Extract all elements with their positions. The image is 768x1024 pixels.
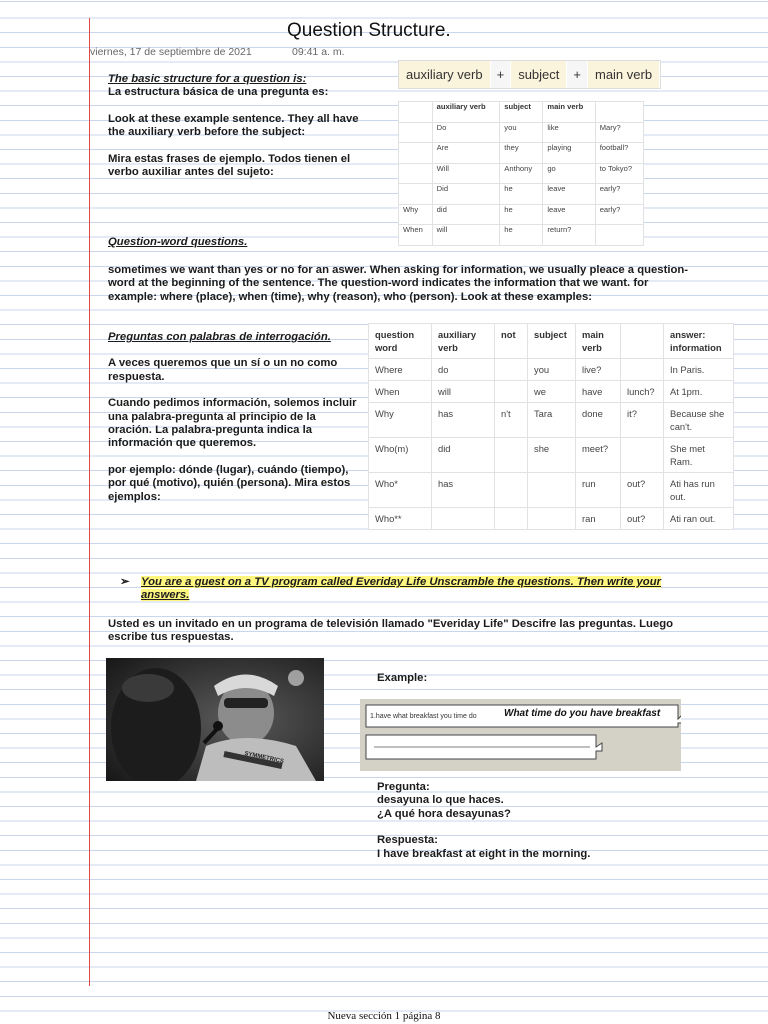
table-header-row (369, 324, 734, 359)
table-cell: Because she can't. (664, 403, 734, 438)
table-cell: subject (500, 102, 543, 123)
table-cell: we (528, 381, 576, 403)
table-cell (399, 102, 433, 123)
example-label: Example: (377, 672, 428, 684)
table-cell (528, 473, 576, 508)
table-cell: has (432, 403, 495, 438)
structure-formula (398, 60, 661, 89)
pregunta-block (377, 781, 707, 861)
intro-block (108, 73, 378, 179)
formula-plus: + (491, 61, 512, 88)
pregunta-label: Pregunta: (377, 781, 430, 793)
table-cell: it? (621, 403, 664, 438)
table-cell: you (500, 122, 543, 143)
table-cell: auxiliary verb (432, 102, 500, 123)
table-header-row (399, 102, 644, 123)
table-row (399, 122, 644, 143)
intro-line: Mira estas frases de ejemplo. Todos tienen el (108, 152, 351, 165)
table-cell: early? (595, 204, 643, 225)
table-row (399, 163, 644, 184)
preguntas-paragraph: Cuando pedimos información, solemos incluir una palabra-pregunta al principio de la oración. La palabra-pregunta indica la información que queremos. (108, 397, 357, 450)
task-instruction-text: You are a guest on a TV program called Everiday Life Unscramble the questions. Then write your answers. (141, 576, 661, 602)
formula-part: main verb (588, 61, 660, 88)
table-cell: Mary? (595, 122, 643, 143)
page-date: viernes, 17 de septiembre de 2021 (90, 46, 252, 58)
preguntas-block (108, 331, 358, 504)
table-cell (621, 438, 664, 473)
table-cell: not (495, 324, 528, 359)
table-row (369, 508, 734, 530)
qword-paragraph: sometimes we want than yes or no for an aswer. When asking for information, we usually pleace a question-word at the beginning of the sentence. The question-word indicates the information that we want. for example: where (place), when (time), why (reason), who (person). Look at these examples: (108, 264, 689, 303)
question-word-table (368, 323, 734, 530)
table-cell: return? (543, 225, 595, 246)
table-row (369, 438, 734, 473)
table-cell: Ati ran out. (664, 508, 734, 530)
table-cell: out? (621, 473, 664, 508)
table-cell: ran (576, 508, 621, 530)
table-cell (621, 359, 664, 381)
intro-line: La estructura básica de una pregunta es: (108, 86, 329, 99)
table-row (369, 381, 734, 403)
table-cell: She met Ram. (664, 438, 734, 473)
table-row (399, 204, 644, 225)
scrambled-question: 1.have what breakfast you time do (370, 713, 477, 720)
pregunta-line: ¿A qué hora desayunas? (377, 807, 511, 820)
table-cell: will (432, 381, 495, 403)
table-cell: they (500, 143, 543, 164)
table-cell: Why (369, 403, 432, 438)
task-instruction (141, 576, 701, 603)
page-title: Question Structure. (287, 20, 451, 41)
notebook-margin-line (89, 18, 90, 986)
table-cell (495, 473, 528, 508)
pregunta-line: desayuna lo que haces. (377, 794, 504, 807)
intro-line: the auxiliary verb before the subject: (108, 126, 306, 139)
table-cell: Where (369, 359, 432, 381)
table-cell: he (500, 204, 543, 225)
example-table-basic (398, 101, 644, 246)
table-cell: live? (576, 359, 621, 381)
table-cell (399, 163, 433, 184)
intro-line: verbo auxiliar antes del sujeto: (108, 166, 274, 179)
table-cell: question word (369, 324, 432, 359)
jersey-text: SYMMETRICS (243, 750, 285, 766)
table-cell: main verb (576, 324, 621, 359)
table-cell: Ati has run out. (664, 473, 734, 508)
table-cell (495, 359, 528, 381)
intro-heading: The basic structure for a question is: (108, 73, 307, 85)
table-cell: In Paris. (664, 359, 734, 381)
table-cell: When (369, 381, 432, 403)
qword-heading: Question-word questions. (108, 236, 248, 248)
table-row (369, 403, 734, 438)
table-cell: Do (432, 122, 500, 143)
table-cell: he (500, 184, 543, 205)
table-cell (495, 438, 528, 473)
intro-line: Look at these example sentence. They all have (108, 112, 359, 125)
tv-guest-photo (106, 658, 324, 781)
table-cell: n't (495, 403, 528, 438)
table-cell: early? (595, 184, 643, 205)
table-cell (495, 381, 528, 403)
table-cell: Who** (369, 508, 432, 530)
example-image (360, 699, 681, 771)
table-cell: will (432, 225, 500, 246)
table-cell (399, 184, 433, 205)
table-cell (432, 508, 495, 530)
table-cell: At 1pm. (664, 381, 734, 403)
table-cell: she (528, 438, 576, 473)
table-cell: Did (432, 184, 500, 205)
table-cell: to Tokyo? (595, 163, 643, 184)
page-time: 09:41 a. m. (292, 46, 345, 58)
table-cell: run (576, 473, 621, 508)
table-cell: you (528, 359, 576, 381)
table-row (369, 473, 734, 508)
table-row (369, 359, 734, 381)
table-row (399, 143, 644, 164)
page-footer: Nueva sección 1 página 8 (327, 1010, 441, 1022)
task-spanish: Usted es un invitado en un programa de televisión llamado "Everiday Life" Descifre las preguntas. Luego escribe tus respuestas. (108, 618, 674, 644)
table-cell: have (576, 381, 621, 403)
table-cell: like (543, 122, 595, 143)
table-cell: Anthony (500, 163, 543, 184)
table-row (399, 225, 644, 246)
table-row (399, 184, 644, 205)
table-cell: auxiliary verb (432, 324, 495, 359)
table-cell: meet? (576, 438, 621, 473)
formula-plus: + (567, 61, 588, 88)
handwritten-answer: What time do you have breakfast (504, 708, 661, 719)
table-cell: did (432, 204, 500, 225)
table-cell (595, 102, 643, 123)
table-cell: Why (399, 204, 433, 225)
table-cell: Who(m) (369, 438, 432, 473)
preguntas-heading: Preguntas con palabras de interrogación. (108, 331, 331, 343)
table-cell: Are (432, 143, 500, 164)
table-cell: playing (543, 143, 595, 164)
table-cell: Who* (369, 473, 432, 508)
table-cell: football? (595, 143, 643, 164)
formula-part: subject (511, 61, 567, 88)
table-cell: did (432, 438, 495, 473)
table-cell: done (576, 403, 621, 438)
table-cell: leave (543, 204, 595, 225)
table-cell: has (432, 473, 495, 508)
table-cell: Tara (528, 403, 576, 438)
table-cell: subject (528, 324, 576, 359)
preguntas-paragraph: A veces queremos que un sí o un no como respuesta. (108, 357, 338, 383)
table-cell: do (432, 359, 495, 381)
table-cell: When (399, 225, 433, 246)
table-cell (528, 508, 576, 530)
preguntas-paragraph: por ejemplo: dónde (lugar), cuándo (tiempo), por qué (motivo), quién (persona). Mira estos ejemplos: (108, 463, 351, 503)
formula-part: auxiliary verb (399, 61, 491, 88)
table-cell (495, 508, 528, 530)
table-cell: out? (621, 508, 664, 530)
table-cell: answer: information (664, 324, 734, 359)
table-cell: lunch? (621, 381, 664, 403)
table-cell: leave (543, 184, 595, 205)
respuesta-line: I have breakfast at eight in the morning. (377, 847, 591, 860)
cyclist-photo-image (106, 658, 324, 781)
table-cell (399, 143, 433, 164)
table-cell (399, 122, 433, 143)
table-cell: go (543, 163, 595, 184)
respuesta-label: Respuesta: (377, 834, 438, 847)
table-cell: Will (432, 163, 500, 184)
table-cell: he (500, 225, 543, 246)
table-cell (595, 225, 643, 246)
table-cell: main verb (543, 102, 595, 123)
bullet-arrow-icon: ➢ (120, 576, 130, 588)
table-cell (621, 324, 664, 359)
